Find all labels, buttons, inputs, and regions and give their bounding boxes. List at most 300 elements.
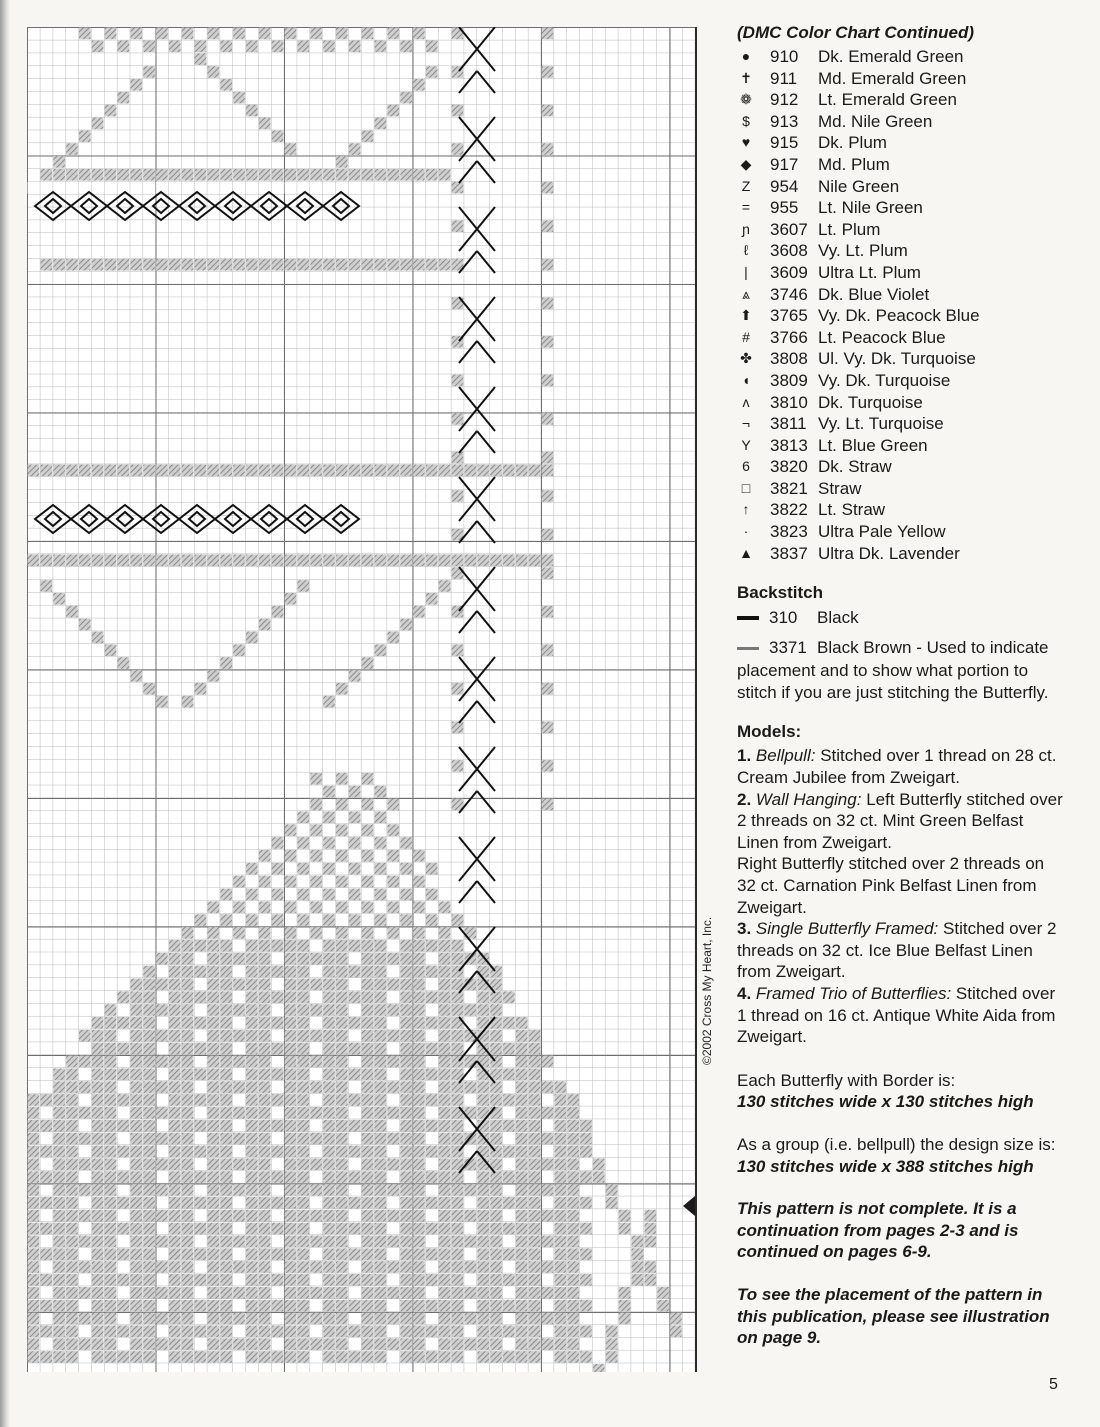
color-row (737, 521, 1063, 543)
stitch-cell (220, 1223, 232, 1235)
stitch-cell (323, 863, 335, 875)
z-icon: Z (741, 177, 751, 194)
stitch-cell (439, 1338, 451, 1350)
stitch-cell (195, 554, 207, 566)
stitch-cell (118, 1351, 130, 1363)
knot-motif (251, 505, 287, 533)
stitch-cell (413, 901, 425, 913)
stitch-cell (375, 1146, 387, 1158)
stitch-cell (40, 1223, 52, 1235)
stitch-cell (246, 1236, 258, 1248)
stitch-cell (426, 554, 438, 566)
stitch-cell (362, 773, 374, 785)
stitch-cell (349, 465, 361, 477)
stitch-cell (542, 1287, 554, 1299)
stitch-cell (246, 1197, 258, 1209)
stitch-cell (79, 130, 91, 142)
stitch-cell (567, 1223, 579, 1235)
stitch-cell (310, 1158, 322, 1170)
stitch-cell (362, 1030, 374, 1042)
stitch-cell (156, 1287, 168, 1299)
stitch-cell (105, 259, 117, 271)
stitch-cell (503, 1094, 515, 1106)
stitch-cell (208, 670, 220, 682)
stitch-cell (53, 1248, 65, 1260)
stitch-cell (233, 1107, 245, 1119)
stitch-cell (233, 259, 245, 271)
stitch-cell (400, 1094, 412, 1106)
stitch-cell (503, 1223, 515, 1235)
stitch-cell (297, 40, 309, 52)
stitch-cell (503, 1120, 515, 1132)
stitch-cell (143, 1171, 155, 1183)
stitch-cell (362, 554, 374, 566)
stitch-cell (259, 1338, 271, 1350)
knot-motif (143, 192, 179, 220)
stitch-cell (349, 1300, 361, 1312)
stitch-cell (92, 1133, 104, 1145)
stitch-cell (182, 1017, 194, 1029)
stitch-cell (554, 1351, 566, 1363)
stitch-cell (246, 914, 258, 926)
stitch-cell (156, 554, 168, 566)
stitch-cell (336, 1287, 348, 1299)
group-size-intro: As a group (i.e. bellpull) the design size is: (737, 1134, 1056, 1154)
stitch-cell (169, 1043, 181, 1055)
stitch-cell (323, 1210, 335, 1222)
stitch-cell (246, 1017, 258, 1029)
stitch-cell (490, 1287, 502, 1299)
stitch-cell (439, 580, 451, 592)
stitch-cell (516, 554, 528, 566)
stitch-cell (297, 1300, 309, 1312)
script-l-icon: ℓ (743, 242, 749, 259)
stitch-cell (349, 991, 361, 1003)
stitch-cell (452, 554, 464, 566)
stitch-cell (297, 1004, 309, 1016)
stitch-cell (567, 1300, 579, 1312)
stitch-cell (169, 40, 181, 52)
stitch-cell (554, 1197, 566, 1209)
stitch-cell (130, 979, 142, 991)
knot-motif (323, 505, 359, 533)
color-number: 917 (770, 154, 799, 174)
stitch-cell (259, 1158, 271, 1170)
stitch-cell (362, 28, 374, 40)
stitch-cell (259, 876, 271, 888)
stitch-cell (233, 979, 245, 991)
stitch-cell (567, 1287, 579, 1299)
stitch-cell (118, 1017, 130, 1029)
stitch-cell (92, 1287, 104, 1299)
stitch-cell (375, 1338, 387, 1350)
stitch-cell (375, 1184, 387, 1196)
stitch-cell (413, 1068, 425, 1080)
stitch-cell (195, 1094, 207, 1106)
stitch-cell (516, 1248, 528, 1260)
stitch-cell (375, 991, 387, 1003)
stitch-cell (182, 259, 194, 271)
stitch-cell (413, 79, 425, 91)
up-arrow-bold-icon: ⬆ (740, 307, 752, 324)
stitch-cell (477, 1197, 489, 1209)
stitch-cell (105, 1004, 117, 1016)
stitch-cell (259, 1107, 271, 1119)
color-row (737, 456, 1063, 478)
stitch-cell (477, 1210, 489, 1222)
stitch-cell (272, 863, 284, 875)
stitch-cell (310, 554, 322, 566)
stitch-cell (259, 1184, 271, 1196)
stitch-cell (477, 1081, 489, 1093)
stitch-cell (208, 259, 220, 271)
stitch-cell (297, 1171, 309, 1183)
stitch-cell (130, 1017, 142, 1029)
stitch-cell (439, 1120, 451, 1132)
stitch-cell (208, 1158, 220, 1170)
stitch-cell (542, 465, 554, 477)
stitch-cell (297, 1223, 309, 1235)
stitch-cell (259, 1236, 271, 1248)
stitch-cell (362, 1120, 374, 1132)
stitch-cell (285, 1004, 297, 1016)
stitch-cell (336, 876, 348, 888)
stitch-cell (323, 1056, 335, 1068)
stitch-cell (259, 953, 271, 965)
stitch-cell (272, 606, 284, 618)
stitch-cell (233, 644, 245, 656)
six-icon: 6 (742, 458, 750, 475)
stitch-cell (516, 1197, 528, 1209)
stitch-cell (182, 465, 194, 477)
stitch-cell (503, 1325, 515, 1337)
stitch-cell (92, 1056, 104, 1068)
stitch-cell (310, 953, 322, 965)
stitch-cell (66, 1236, 78, 1248)
stitch-cell (362, 1133, 374, 1145)
stitch-cell (53, 1197, 65, 1209)
stitch-cell (92, 182, 104, 194)
knot-motif (179, 505, 215, 533)
stitch-cell (542, 1210, 554, 1222)
stitch-cell (169, 953, 181, 965)
stitch-cell (259, 1313, 271, 1325)
stitch-cell (40, 1120, 52, 1132)
stitch-cell (413, 927, 425, 939)
stitch-cell (40, 169, 52, 181)
stitch-cell (490, 1274, 502, 1286)
stitch-cell (400, 554, 412, 566)
stitch-cell (53, 1081, 65, 1093)
stitch-cell (490, 1236, 502, 1248)
stitch-cell (182, 1043, 194, 1055)
stitch-cell (413, 259, 425, 271)
stitch-cell (465, 554, 477, 566)
stitch-cell (452, 1184, 464, 1196)
stitch-cell (400, 1107, 412, 1119)
stitch-cell (619, 1210, 631, 1222)
color-row (737, 89, 1063, 111)
stitch-cell (323, 991, 335, 1003)
stitch-cell (336, 1338, 348, 1350)
stitch-cell (400, 966, 412, 978)
stitch-cell (349, 169, 361, 181)
stitch-cell (143, 1274, 155, 1286)
stitch-cell (336, 554, 348, 566)
stitch-cell (477, 1223, 489, 1235)
stitch-cell (362, 182, 374, 194)
stitch-cell (272, 1171, 284, 1183)
stitch-cell (130, 1351, 142, 1363)
y-icon: Y (741, 436, 751, 453)
stitch-cell (413, 1017, 425, 1029)
half-moon-icon: ◖ (741, 371, 751, 388)
stitch-cell (246, 966, 258, 978)
stitch-cell (542, 259, 554, 271)
stitch-cell (490, 1223, 502, 1235)
backstitch-text-rest: placement and to show what portion to stitch if you are just stitching the Butterfly. (737, 661, 1049, 702)
color-number: 3821 (770, 478, 808, 498)
stitch-cell (92, 1043, 104, 1055)
stitch-cell (66, 1248, 78, 1260)
stitch-cell (220, 182, 232, 194)
stitch-cell (105, 105, 117, 117)
stitch-cell (439, 1043, 451, 1055)
stitch-cell (233, 169, 245, 181)
stitch-cell (130, 1004, 142, 1016)
stitch-cell (182, 182, 194, 194)
stitch-cell (490, 1338, 502, 1350)
stitch-cell (233, 953, 245, 965)
stitch-cell (413, 1056, 425, 1068)
stitch-cell (40, 1171, 52, 1183)
stitch-cell (66, 1184, 78, 1196)
stitch-cell (220, 1184, 232, 1196)
stitch-cell (92, 1030, 104, 1042)
stitch-cell (336, 1261, 348, 1273)
stitch-cell (28, 1107, 40, 1119)
stitch-cell (452, 1261, 464, 1273)
color-row (737, 154, 1063, 176)
stitch-cell (246, 465, 258, 477)
stitch-cell (644, 1223, 656, 1235)
stitch-cell (516, 1351, 528, 1363)
stitch-cell (66, 1133, 78, 1145)
stitch-cell (413, 1133, 425, 1145)
stitch-cell (156, 1261, 168, 1273)
color-row (737, 262, 1063, 284)
stitch-cell (413, 1223, 425, 1235)
stitch-cell (272, 914, 284, 926)
stitch-cell (362, 1197, 374, 1209)
stitch-cell (28, 1287, 40, 1299)
stitch-cell (362, 1223, 374, 1235)
stitch-cell (105, 182, 117, 194)
stitch-cell (297, 1133, 309, 1145)
color-name: Vy. Dk. Peacock Blue (818, 306, 980, 326)
stitch-cell (105, 1107, 117, 1119)
stitch-cell (400, 465, 412, 477)
stitch-cell (567, 1236, 579, 1248)
stitch-cell (452, 1325, 464, 1337)
stitch-cell (208, 1313, 220, 1325)
stitch-cell (490, 1043, 502, 1055)
stitch-cell (426, 259, 438, 271)
stitch-cell (169, 259, 181, 271)
stitch-cell (490, 1248, 502, 1260)
stitch-cell (362, 1017, 374, 1029)
stitch-cell (606, 1338, 618, 1350)
stitch-cell (195, 53, 207, 65)
stitch-cell (233, 927, 245, 939)
stitch-cell (272, 554, 284, 566)
stitch-cell (336, 824, 348, 836)
stitch-cell (156, 1133, 168, 1145)
backstitch-name: Black (817, 608, 859, 628)
stitch-cell (246, 632, 258, 644)
stitch-cell (105, 1300, 117, 1312)
stitch-cell (130, 1197, 142, 1209)
stitch-cell (297, 1081, 309, 1093)
stitch-cell (92, 1248, 104, 1260)
stitch-cell (182, 554, 194, 566)
color-number: 3837 (770, 543, 808, 563)
knot-motif (35, 505, 71, 533)
stitch-cell (66, 1210, 78, 1222)
stitch-cell (452, 1351, 464, 1363)
stitch-cell (195, 1325, 207, 1337)
stitch-cell (310, 1056, 322, 1068)
stitch-cell (220, 1004, 232, 1016)
stitch-cell (323, 953, 335, 965)
stitch-cell (452, 683, 464, 695)
stitch-cell (439, 991, 451, 1003)
stitch-cell (554, 1107, 566, 1119)
stitch-cell (387, 1004, 399, 1016)
stitch-cell (40, 465, 52, 477)
stitch-cell (297, 1248, 309, 1260)
stitch-cell (272, 1274, 284, 1286)
stitch-cell (246, 1120, 258, 1132)
stitch-cell (400, 1004, 412, 1016)
stitch-cell (195, 1171, 207, 1183)
stitch-cell (208, 1004, 220, 1016)
backstitch-row-310 (737, 606, 1063, 630)
stitch-cell (208, 1261, 220, 1273)
stitch-cell (439, 1133, 451, 1145)
stitch-cell (156, 169, 168, 181)
stitch-cell (323, 979, 335, 991)
stitch-cell (426, 1351, 438, 1363)
stitch-cell (53, 1287, 65, 1299)
stitch-cell (362, 657, 374, 669)
stitch-cell (182, 1236, 194, 1248)
stitch-cell (53, 1120, 65, 1132)
stitch-cell (169, 991, 181, 1003)
stitch-cell (426, 1248, 438, 1260)
stitch-cell (220, 1017, 232, 1029)
stitch-cell (297, 1236, 309, 1248)
stitch-cell (465, 1287, 477, 1299)
stitch-cell (400, 1184, 412, 1196)
stitch-cell (105, 1351, 117, 1363)
stitch-cell (259, 1017, 271, 1029)
stitch-cell (28, 182, 40, 194)
stitch-cell (208, 927, 220, 939)
stitch-cell (310, 1030, 322, 1042)
stitch-cell (542, 1056, 554, 1068)
chart-pattern (27, 27, 695, 1372)
stitch-cell (375, 554, 387, 566)
stitch-cell (143, 1325, 155, 1337)
stitch-cell (387, 1210, 399, 1222)
stitch-cell (208, 182, 220, 194)
stitch-cell (606, 1351, 618, 1363)
stitch-cell (66, 1223, 78, 1235)
stitch-cell (413, 1261, 425, 1273)
color-name: Dk. Turquoise (818, 392, 923, 412)
stitch-cell (143, 1068, 155, 1080)
stitch-cell (297, 889, 309, 901)
stitch-cell (169, 1030, 181, 1042)
stitch-cell (619, 1287, 631, 1299)
stitch-cell (169, 182, 181, 194)
stitch-cell (554, 1248, 566, 1260)
stitch-cell (118, 1146, 130, 1158)
stitch-cell (220, 465, 232, 477)
stitch-cell (426, 940, 438, 952)
knot-motif (35, 192, 71, 220)
stitch-cell (323, 169, 335, 181)
stitch-cell (272, 1068, 284, 1080)
stitch-cell (567, 1197, 579, 1209)
color-name: Lt. Nile Green (818, 198, 923, 218)
stitch-cell (439, 1017, 451, 1029)
stitch-cell (297, 465, 309, 477)
stitch-cell (28, 1158, 40, 1170)
stitch-cell (529, 1210, 541, 1222)
stitch-cell (413, 966, 425, 978)
stitch-cell (233, 1210, 245, 1222)
stitch-cell (439, 1030, 451, 1042)
stitch-cell (362, 465, 374, 477)
stitch-cell (413, 1287, 425, 1299)
stitch-cell (40, 1197, 52, 1209)
stitch-cell (143, 1223, 155, 1235)
stitch-cell (105, 1261, 117, 1273)
color-row (737, 46, 1063, 68)
stitch-cell (208, 1017, 220, 1029)
stitch-cell (259, 465, 271, 477)
stitch-cell (375, 1043, 387, 1055)
stitch-cell (375, 1197, 387, 1209)
stitch-cell (220, 991, 232, 1003)
stitch-cell (297, 1351, 309, 1363)
stitch-cell (439, 901, 451, 913)
stitch-cell (336, 1351, 348, 1363)
stitch-cell (233, 1338, 245, 1350)
stitch-cell (259, 1223, 271, 1235)
stitch-cell (362, 169, 374, 181)
stitch-cell (362, 1146, 374, 1158)
stitch-cell (375, 1274, 387, 1286)
stitch-cell (375, 1004, 387, 1016)
stitch-cell (259, 1171, 271, 1183)
stitch-cell (130, 1223, 142, 1235)
stitch-cell (490, 1081, 502, 1093)
stitch-cell (490, 554, 502, 566)
stitch-cell (92, 1184, 104, 1196)
